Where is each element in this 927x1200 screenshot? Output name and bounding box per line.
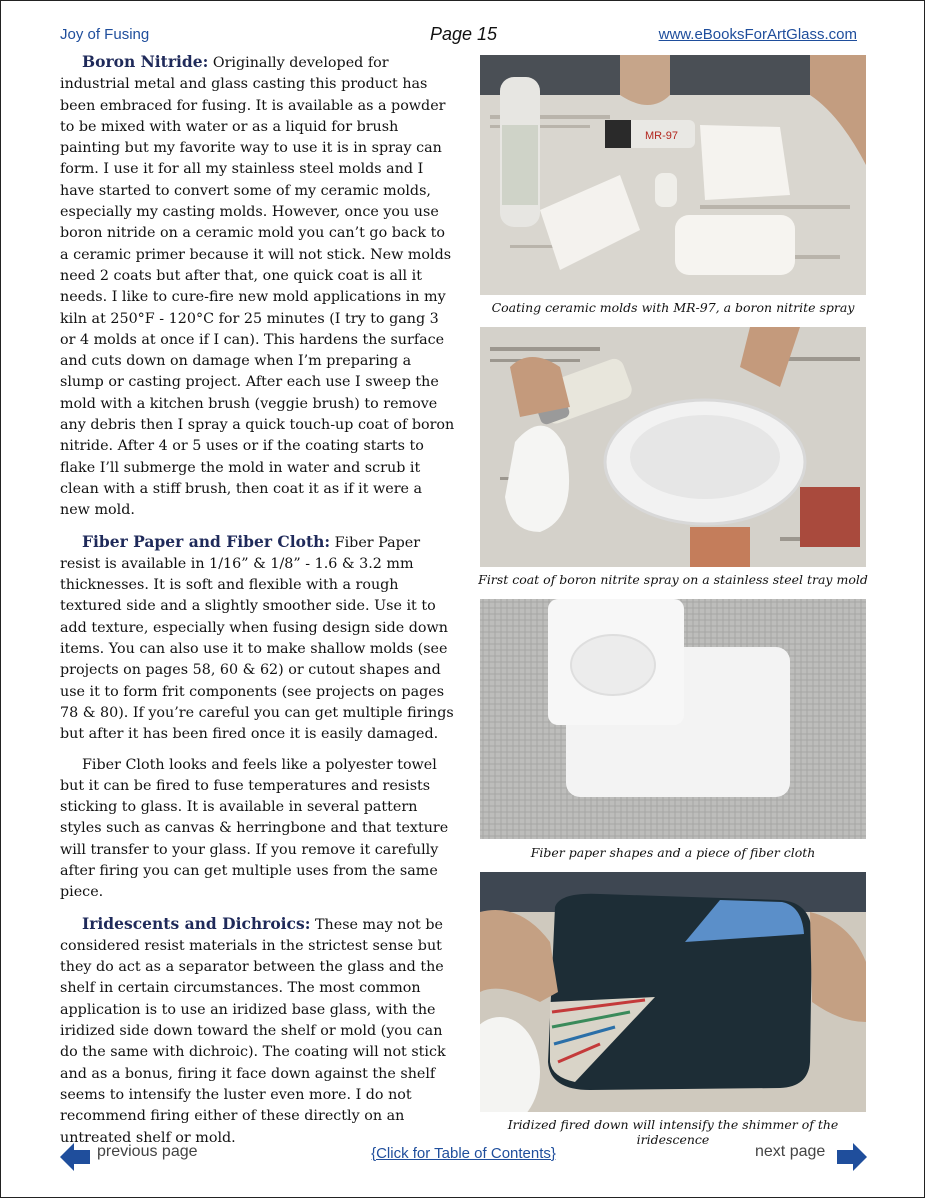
body-text-column bbox=[60, 51, 456, 1158]
page-number: Page 15 bbox=[429, 24, 498, 44]
paragraph-fiber-paper bbox=[60, 531, 456, 746]
paragraph-body: Fiber Cloth looks and feels like a polyester towel but it can be fired to fuse temperatures and resists sticking to glass. It is available in several pattern styles such as canvas & herringbone and that texture will transfer to your glass. If you remove it carefully after firing you can get multiple uses from the same piece. bbox=[60, 756, 449, 901]
next-page-arrow-icon[interactable] bbox=[835, 1143, 867, 1176]
caption-figure-1: Coating ceramic molds with MR-97, a boron nitrite spray bbox=[491, 300, 855, 315]
next-page-link[interactable]: next page bbox=[755, 1143, 826, 1160]
paragraph-body: Fiber Paper resist is available in 1/16” & 1/8” - 1.6 & 3.2 mm thicknesses. It is soft and flexible with a rough textured side and a slightly smoother side. Use it to add texture, especially when fusing design side down items. You can also use it to make shallow molds (see projects on pages 58, 60 & 62) or cutout shapes and use it to form frit components (see projects on pages 78 & 80). If you’re careful you can get multiple firings but after it has been fired once it is easily damaged. bbox=[60, 534, 454, 743]
previous-page-link[interactable]: previous page bbox=[97, 1143, 198, 1160]
caption-figure-3: Fiber paper shapes and a piece of fiber cloth bbox=[530, 845, 816, 860]
paragraph-iridescents bbox=[60, 913, 456, 1149]
heading-iridescents: Iridescents and Dichroics: bbox=[82, 913, 311, 933]
heading-fiber-paper: Fiber Paper and Fiber Cloth: bbox=[82, 531, 331, 551]
paragraph-body: These may not be considered resist materials in the strictest sense but they do act as a separator between the glass and the shelf in certain circumstances. The most common application is to use an iridized base glass, with the iridized side down toward the shelf or mold (you can do the same with dichroic). The coating will not stick and as a bonus, firing it face down against the shelf seems to intensify the luster even more. I do not recommend firing either of these directly on an untreated shelf or mold. bbox=[60, 916, 446, 1146]
photo-coating-ceramic-molds bbox=[480, 55, 866, 295]
paragraph-body: Originally developed for industrial metal and glass casting this product has been embraced for fusing. It is available as a powder to be mixed with water or as a liquid for brush painting but my favorite way to use it is in spray can form. I use it for all my stainless steel molds and I have started to convert some of my ceramic molds, especially my casting molds. However, once you use boron nitride on a ceramic mold you can’t go back to a ceramic primer because it will not stick. New molds need 2 coats but after that, one quick coat is all it needs. I like to cure-fire new mold applications in my kiln at 250°F - 120°C for 25 minutes (I try to gang 3 or 4 molds at once if I can). This hardens the surface and cuts down on damage when I’m preparing a slump or casting project. After each use I sweep the mold with a kitchen brush (veggie brush) to remove any debris then I spray a quick touch-up coat of boron nitride. After 4 or 5 uses or if the coating starts to flake I’ll submerge the mold in water and scrub it clean with a stiff brush, then coat it as if it were a new mold. bbox=[60, 55, 455, 519]
website-link[interactable]: www.eBooksForArtGlass.com bbox=[658, 26, 857, 43]
table-of-contents-link[interactable]: {Click for Table of Contents} bbox=[371, 1145, 556, 1162]
caption-figure-2: First coat of boron nitrite spray on a stainless steel tray mold bbox=[478, 572, 868, 587]
book-title: Joy of Fusing bbox=[60, 26, 150, 43]
photo-iridized-plate bbox=[480, 872, 866, 1112]
paragraph-boron-nitride bbox=[60, 51, 456, 522]
caption-figure-4: Iridized fired down will intensify the shimmer of the iridescence bbox=[507, 1117, 839, 1147]
heading-boron-nitride: Boron Nitride: bbox=[82, 52, 209, 71]
paragraph-fiber-cloth bbox=[60, 755, 456, 904]
photo-fiber-paper-cloth bbox=[480, 599, 866, 839]
can-label: MR-97 bbox=[645, 130, 679, 142]
photo-stainless-tray-spray bbox=[480, 327, 866, 567]
